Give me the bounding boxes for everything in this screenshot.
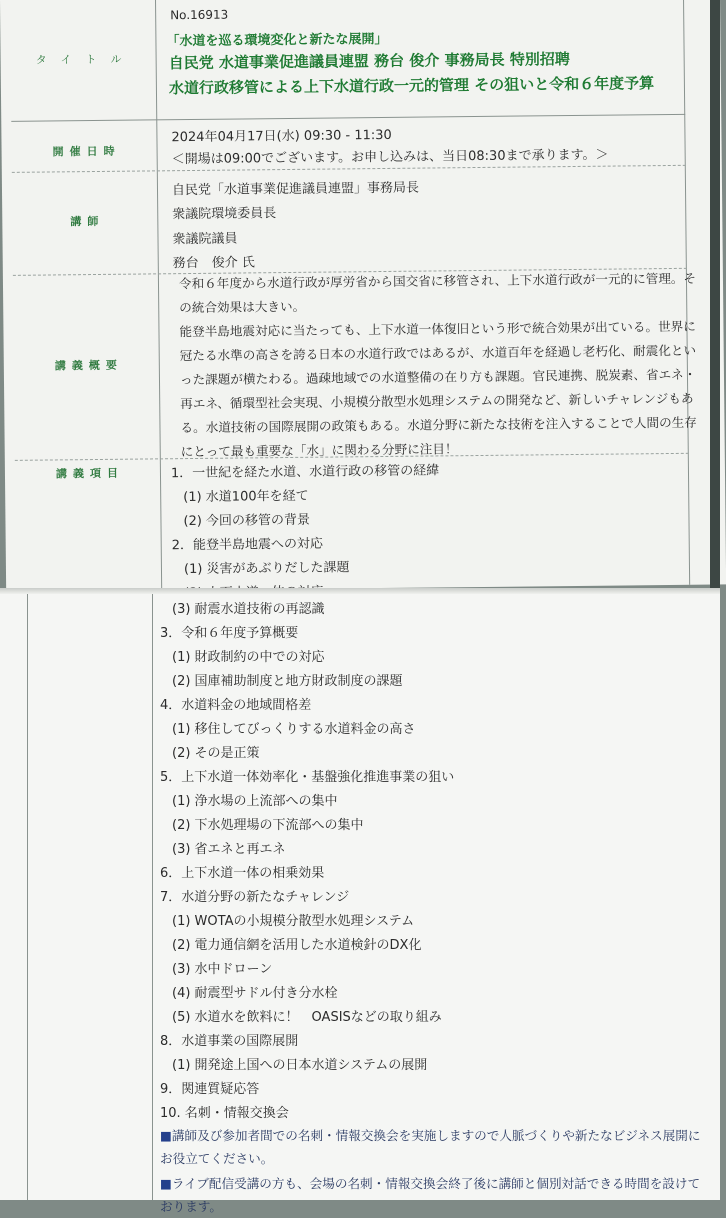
row-divider bbox=[11, 114, 685, 122]
list-item: (1) 財政制約の中での対応 bbox=[172, 650, 325, 665]
column-divider bbox=[155, 0, 162, 590]
list-item: (2) 国庫補助制度と地方財政制度の課題 bbox=[172, 674, 403, 689]
overview-paragraph-1: 令和６年度から水道行政が厚労省から国交省に移管され、上下水道行政が一元的に管理。その統合効果は大きい。 bbox=[178, 270, 697, 316]
list-item: 5．上下水道一体効率化・基盤強化推進事業の狙い bbox=[160, 770, 455, 785]
seminar-headline-2: 水道行政移管による上下水道行政一元的管理 その狙いと令和６年度予算 bbox=[168, 74, 655, 98]
list-item: (1) 災害があぶりだした課題 bbox=[183, 560, 350, 578]
list-item: 2．能登半島地震への対応 bbox=[171, 536, 324, 554]
lecturer-name: 務台 俊介 氏 bbox=[172, 255, 255, 272]
list-item: (2) 下水処理場の下流部への集中 bbox=[172, 818, 364, 833]
seminar-headline-1: 自民党 水道事業促進議員連盟 務台 俊介 事務局長 特別招聘 bbox=[168, 50, 570, 73]
list-item: 3．令和６年度予算概要 bbox=[160, 626, 299, 641]
list-item: (1) WOTAの小規模分散型水処理システム bbox=[172, 914, 415, 929]
document-page-top bbox=[0, 0, 726, 592]
lecturer-line: 自民党「水道事業促進議員連盟」事務局長 bbox=[171, 180, 420, 199]
info-note-2-text: ライブ配信受講の方も、会場の名刺・情報交換会終了後に講師と個別対話できる時間を設けております。 bbox=[160, 1176, 701, 1214]
datetime-note: ＜開場は09:00でございます。お申し込みは、当日08:30まで承ります。＞ bbox=[171, 147, 609, 168]
column-divider bbox=[27, 590, 28, 1200]
document-page-bottom bbox=[0, 590, 720, 1214]
background-edge bbox=[710, 0, 720, 592]
label-datetime: 開催日時 bbox=[52, 144, 121, 159]
list-item: (1) 開発途上国への日本水道システムの展開 bbox=[172, 1058, 428, 1073]
label-lecturer: 講師 bbox=[70, 214, 105, 229]
overview-paragraph-2: 能登半島地震対応に当たっても、上下水道一体復旧という形で統合効果が出ている。世界に冠たる水準の高さを誇る日本の水道行政ではあるが、水道百年を経過し老朽化、耐震化といった課題が横たわる。過疎地域での水道整備の在り方も課題。官民連携、脱炭素、省エネ・再エネ、循環型社会実現、小規模分散型水処理システムの開発など、新しいチャレンジもある。水道技術の国際展開の政策もある。水道分野に新たな技術を注入することで人間の生存にとって最も重要な「水」に関わる分野に注目！ bbox=[179, 318, 697, 460]
list-item: (3) 耐震水道技術の再認識 bbox=[172, 602, 325, 617]
list-item: (1) 水道100年を経て bbox=[183, 488, 309, 506]
list-item: (2) その是正策 bbox=[172, 746, 260, 761]
label-overview: 講義概要 bbox=[54, 358, 123, 373]
list-item: (3) 省エネと再エネ bbox=[172, 842, 286, 857]
info-note-2 bbox=[160, 1172, 705, 1218]
list-item: 1．一世紀を経た水道、水道行政の移管の経緯 bbox=[170, 463, 440, 482]
list-item: 6．上下水道一体の相乗効果 bbox=[160, 866, 325, 881]
column-divider bbox=[152, 590, 153, 1200]
info-note-1-text: 講師及び参加者間での名刺・情報交換会を実施しますので人脈づくりや新たなビジネス展開にお役立てください。 bbox=[160, 1128, 701, 1166]
list-item: 8．水道事業の国際展開 bbox=[160, 1034, 299, 1049]
list-item: 7．水道分野の新たなチャレンジ bbox=[160, 890, 350, 905]
list-item: 9．関連質疑応答 bbox=[160, 1082, 260, 1097]
row-divider bbox=[12, 165, 686, 173]
bullet-icon: ■ bbox=[160, 1176, 172, 1191]
lecturer-line: 衆議院議員 bbox=[172, 231, 238, 248]
list-item: (2) 今回の移管の背景 bbox=[183, 512, 311, 530]
list-item: (1) 浄水場の上流部への集中 bbox=[172, 794, 338, 809]
list-item: (5) 水道水を飲料に！ OASISなどの取り組み bbox=[172, 1010, 442, 1025]
list-item: 10. 名刺・情報交換会 bbox=[160, 1106, 289, 1121]
page-fold bbox=[0, 588, 720, 594]
seminar-subtitle: 「水道を巡る環境変化と新たな展開」 bbox=[166, 31, 388, 50]
label-items: 講義項目 bbox=[55, 466, 125, 481]
bullet-icon: ■ bbox=[160, 1128, 172, 1143]
list-item: 4．水道料金の地域間格差 bbox=[160, 698, 312, 713]
datetime-text: 2024年04月17日(水) 09:30 - 11:30 bbox=[171, 127, 392, 146]
seminar-number: No.16913 bbox=[170, 7, 229, 23]
list-item: (2) 電力通信網を活用した水道検針のDX化 bbox=[172, 938, 422, 953]
list-item: (3) 水中ドローン bbox=[172, 962, 273, 977]
list-item: (1) 移住してびっくりする水道料金の高さ bbox=[172, 722, 416, 737]
label-title: タイトル bbox=[35, 52, 136, 67]
list-item: (4) 耐震型サドル付き分水栓 bbox=[172, 986, 338, 1001]
info-note-1 bbox=[160, 1124, 705, 1170]
lecturer-line: 衆議院環境委員長 bbox=[172, 206, 277, 223]
